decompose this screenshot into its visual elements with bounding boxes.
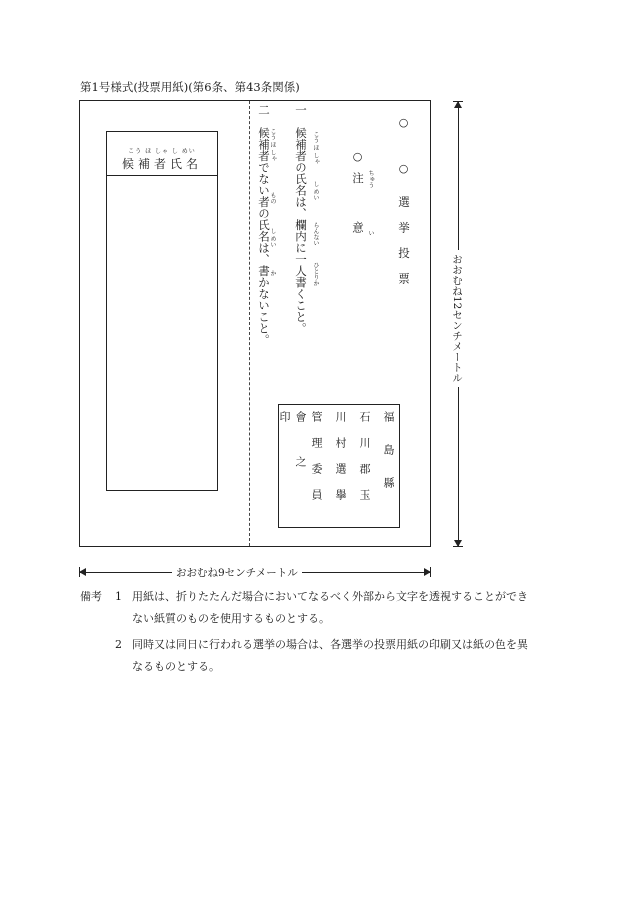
- dim-arrow-down-icon: [454, 540, 462, 547]
- candidate-name-write-area[interactable]: [108, 177, 216, 489]
- instruction-1-ruby-rannai: らんない: [312, 222, 319, 246]
- form-title: 第1号様式(投票用紙)(第6条、第43条関係): [80, 80, 300, 94]
- instruction-2-ruby-ka: か: [269, 270, 276, 276]
- instruction-1: 一 候補者の氏名は、欄内に一人書くこと。: [294, 104, 308, 334]
- dim-arrow-right-icon: [424, 568, 431, 576]
- instruction-2-ruby-mono: もの: [269, 192, 276, 204]
- dim-arrow-left-icon: [79, 568, 86, 576]
- candidate-label-ruby: こう ほ しゃ し めい: [128, 148, 196, 155]
- seal-col-3: [331, 411, 349, 525]
- candidate-name-header: [106, 148, 218, 176]
- notice-circle: ○: [351, 150, 364, 163]
- seal-col-4: [307, 411, 325, 525]
- election-commission-seal: [278, 404, 400, 528]
- note-2-line-2: なるものとする。: [132, 660, 220, 673]
- dimension-vertical-label: おおむね12センチメートル: [450, 250, 465, 387]
- instruction-1-ruby-hitori: ひとりか: [312, 262, 319, 286]
- dim-arrow-up-icon: [454, 101, 462, 108]
- seal-text-2: 石川郡玉: [358, 411, 371, 515]
- note-1-line-2: ない紙質のものを使用するものとする。: [132, 612, 330, 625]
- candidate-label: 候補者氏名: [121, 157, 202, 171]
- notice-ruby-i: い: [367, 230, 374, 236]
- note-1-line-1: 用紙は、折りたたんだ場合においてなるべく外部から文字を透視することができ: [132, 590, 528, 603]
- notes-label: 備考: [80, 590, 102, 603]
- seal-text-4: 管理委員: [310, 411, 323, 515]
- instruction-1-ruby-shimei: し めい: [312, 181, 319, 201]
- seal-col-2: [355, 411, 373, 525]
- note-1-number: 1: [115, 590, 122, 603]
- instruction-1-ruby-kohosha: こう ほ しゃ: [312, 131, 319, 165]
- notice-ruby-chu: ちゅう: [367, 170, 374, 188]
- notice-text: 注意: [351, 172, 365, 271]
- seal-text-1: 福島縣: [382, 411, 395, 510]
- instruction-2-ruby-kohosha: こう ほ しゃ: [269, 128, 276, 162]
- vote-title: 選挙投票: [397, 196, 411, 298]
- note-2-number: 2: [115, 638, 122, 651]
- seal-col-1: [379, 411, 397, 525]
- fold-line: [249, 101, 250, 546]
- seal-col-5: [278, 411, 307, 525]
- vote-title-circle-2: ○: [397, 162, 410, 175]
- instruction-2: 二 候補者でない者の氏名は、書かないこと。: [257, 104, 271, 346]
- instruction-2-ruby-shimei: し めい: [269, 228, 276, 248]
- dimension-horizontal-label: おおむね9センチメートル: [172, 565, 302, 580]
- seal-text-3: 川村選擧: [334, 411, 347, 515]
- note-2-line-1: 同時又は同日に行われる選挙の場合は、各選挙の投票用紙の印刷又は紙の色を異: [132, 638, 528, 651]
- seal-text-5: 會之印: [278, 411, 307, 501]
- vote-title-circle: ○: [397, 116, 410, 129]
